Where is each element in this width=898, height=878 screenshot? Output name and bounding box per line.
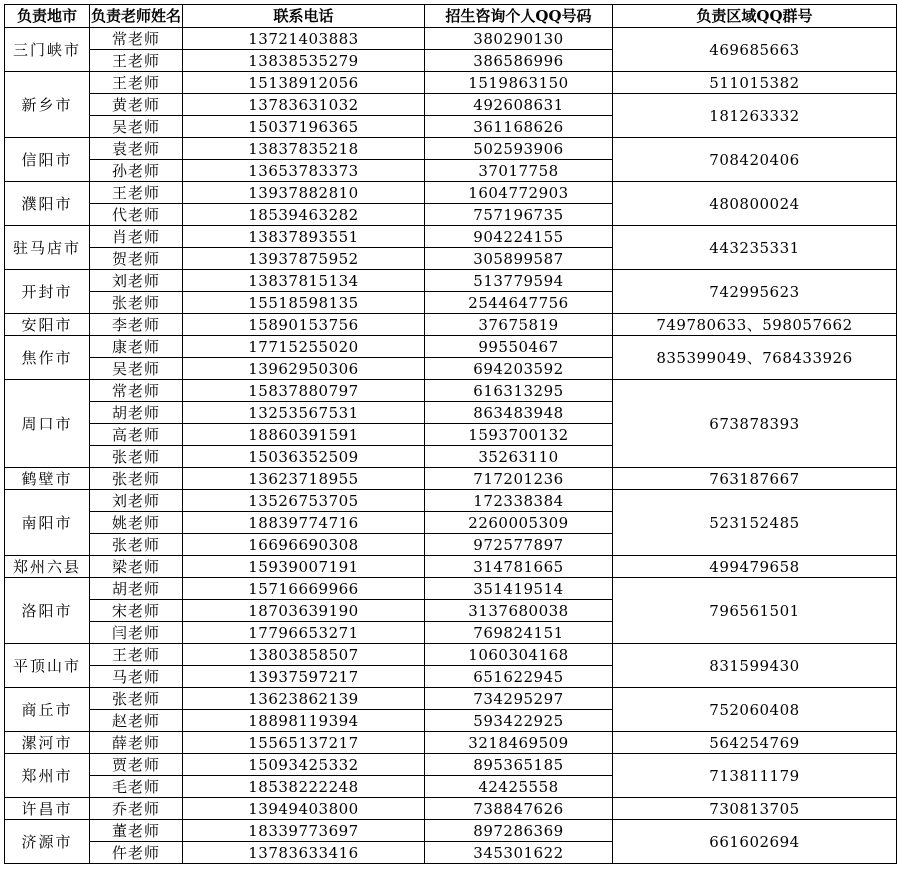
city-cell: 鹤壁市	[5, 468, 90, 490]
table-row	[5, 556, 897, 578]
personal-qq-cell: 99550467	[425, 336, 613, 358]
teacher-name-cell: 马老师	[90, 666, 183, 688]
teacher-name-cell: 张老师	[90, 446, 183, 468]
teacher-name-cell: 梁老师	[90, 556, 183, 578]
teacher-name-cell: 肖老师	[90, 226, 183, 248]
group-qq-cell: 661602694	[613, 820, 897, 864]
phone-cell: 15518598135	[183, 292, 425, 314]
personal-qq-cell: 37017758	[425, 160, 613, 182]
phone-cell: 18703639190	[183, 600, 425, 622]
city-cell: 新乡市	[5, 72, 90, 138]
personal-qq-cell: 3137680038	[425, 600, 613, 622]
teacher-name-cell: 仵老师	[90, 842, 183, 864]
personal-qq-cell: 895365185	[425, 754, 613, 776]
phone-cell: 16696690308	[183, 534, 425, 556]
table-row	[5, 72, 897, 94]
personal-qq-cell: 904224155	[425, 226, 613, 248]
teacher-name-cell: 张老师	[90, 468, 183, 490]
personal-qq-cell: 3218469509	[425, 732, 613, 754]
personal-qq-cell: 35263110	[425, 446, 613, 468]
teacher-name-cell: 胡老师	[90, 578, 183, 600]
table-row	[5, 820, 897, 842]
table-body	[5, 28, 897, 864]
teacher-name-cell: 袁老师	[90, 138, 183, 160]
group-qq-cell: 499479658	[613, 556, 897, 578]
phone-cell: 13937882810	[183, 182, 425, 204]
personal-qq-cell: 42425558	[425, 776, 613, 798]
teacher-name-cell: 刘老师	[90, 490, 183, 512]
personal-qq-cell: 769824151	[425, 622, 613, 644]
phone-cell: 15093425332	[183, 754, 425, 776]
teacher-name-cell: 赵老师	[90, 710, 183, 732]
phone-cell: 13837835218	[183, 138, 425, 160]
group-qq-cell: 749780633、598057662	[613, 314, 897, 336]
phone-cell: 13837815134	[183, 270, 425, 292]
phone-cell: 13623718955	[183, 468, 425, 490]
contact-table	[4, 4, 897, 864]
personal-qq-cell: 1604772903	[425, 182, 613, 204]
phone-cell: 18339773697	[183, 820, 425, 842]
city-cell: 济源市	[5, 820, 90, 864]
teacher-name-cell: 薛老师	[90, 732, 183, 754]
teacher-name-cell: 李老师	[90, 314, 183, 336]
teacher-name-cell: 代老师	[90, 204, 183, 226]
personal-qq-cell: 2544647756	[425, 292, 613, 314]
phone-cell: 13783631032	[183, 94, 425, 116]
teacher-name-cell: 贾老师	[90, 754, 183, 776]
group-qq-cell: 673878393	[613, 380, 897, 468]
personal-qq-cell: 1519863150	[425, 72, 613, 94]
group-qq-cell: 763187667	[613, 468, 897, 490]
personal-qq-cell: 380290130	[425, 28, 613, 50]
city-cell: 开封市	[5, 270, 90, 314]
personal-qq-cell: 2260005309	[425, 512, 613, 534]
city-cell: 郑州市	[5, 754, 90, 798]
personal-qq-cell: 1593700132	[425, 424, 613, 446]
city-cell: 周口市	[5, 380, 90, 468]
table-row	[5, 644, 897, 666]
header-city: 负责地市	[5, 5, 90, 28]
personal-qq-cell: 616313295	[425, 380, 613, 402]
teacher-name-cell: 王老师	[90, 50, 183, 72]
phone-cell: 13526753705	[183, 490, 425, 512]
city-cell: 许昌市	[5, 798, 90, 820]
teacher-name-cell: 张老师	[90, 292, 183, 314]
teacher-name-cell: 刘老师	[90, 270, 183, 292]
phone-cell: 15939007191	[183, 556, 425, 578]
group-qq-cell: 523152485	[613, 490, 897, 556]
teacher-name-cell: 王老师	[90, 644, 183, 666]
teacher-name-cell: 胡老师	[90, 402, 183, 424]
table-row	[5, 380, 897, 402]
personal-qq-cell: 734295297	[425, 688, 613, 710]
table-row	[5, 732, 897, 754]
teacher-name-cell: 张老师	[90, 534, 183, 556]
city-cell: 漯河市	[5, 732, 90, 754]
teacher-name-cell: 吴老师	[90, 358, 183, 380]
teacher-name-cell: 常老师	[90, 28, 183, 50]
personal-qq-cell: 361168626	[425, 116, 613, 138]
teacher-name-cell: 王老师	[90, 182, 183, 204]
table-row	[5, 138, 897, 160]
header-group-qq: 负责区域QQ群号	[613, 5, 897, 28]
group-qq-cell: 480800024	[613, 182, 897, 226]
phone-cell: 13653783373	[183, 160, 425, 182]
phone-cell: 15837880797	[183, 380, 425, 402]
personal-qq-cell: 651622945	[425, 666, 613, 688]
phone-cell: 13949403800	[183, 798, 425, 820]
teacher-name-cell: 张老师	[90, 688, 183, 710]
phone-cell: 18839774716	[183, 512, 425, 534]
group-qq-cell: 742995623	[613, 270, 897, 314]
teacher-name-cell: 孙老师	[90, 160, 183, 182]
table-row	[5, 226, 897, 248]
personal-qq-cell: 1060304168	[425, 644, 613, 666]
group-qq-cell: 831599430	[613, 644, 897, 688]
group-qq-cell: 511015382	[613, 72, 897, 94]
city-cell: 濮阳市	[5, 182, 90, 226]
personal-qq-cell: 305899587	[425, 248, 613, 270]
phone-cell: 18860391591	[183, 424, 425, 446]
phone-cell: 18539463282	[183, 204, 425, 226]
phone-cell: 13623862139	[183, 688, 425, 710]
teacher-name-cell: 闫老师	[90, 622, 183, 644]
personal-qq-cell: 386586996	[425, 50, 613, 72]
table-row	[5, 270, 897, 292]
phone-cell: 13253567531	[183, 402, 425, 424]
phone-cell: 13962950306	[183, 358, 425, 380]
table-row	[5, 490, 897, 512]
phone-cell: 15036352509	[183, 446, 425, 468]
table-row	[5, 688, 897, 710]
group-qq-cell: 730813705	[613, 798, 897, 820]
phone-cell: 15138912056	[183, 72, 425, 94]
personal-qq-cell: 593422925	[425, 710, 613, 732]
personal-qq-cell: 738847626	[425, 798, 613, 820]
personal-qq-cell: 37675819	[425, 314, 613, 336]
teacher-name-cell: 贺老师	[90, 248, 183, 270]
teacher-name-cell: 高老师	[90, 424, 183, 446]
city-cell: 商丘市	[5, 688, 90, 732]
city-cell: 三门峡市	[5, 28, 90, 72]
group-qq-cell: 752060408	[613, 688, 897, 732]
personal-qq-cell: 972577897	[425, 534, 613, 556]
personal-qq-cell: 897286369	[425, 820, 613, 842]
contact-table-container	[4, 4, 897, 864]
phone-cell: 13937597217	[183, 666, 425, 688]
personal-qq-cell: 492608631	[425, 94, 613, 116]
group-qq-cell: 796561501	[613, 578, 897, 644]
header-personal-qq: 招生咨询个人QQ号码	[425, 5, 613, 28]
group-qq-cell: 564254769	[613, 732, 897, 754]
phone-cell: 13721403883	[183, 28, 425, 50]
teacher-name-cell: 常老师	[90, 380, 183, 402]
teacher-name-cell: 吴老师	[90, 116, 183, 138]
city-cell: 郑州六县	[5, 556, 90, 578]
city-cell: 安阳市	[5, 314, 90, 336]
phone-cell: 13838535279	[183, 50, 425, 72]
header-phone: 联系电话	[183, 5, 425, 28]
table-row	[5, 798, 897, 820]
phone-cell: 15716669966	[183, 578, 425, 600]
group-qq-cell: 181263332	[613, 94, 897, 138]
phone-cell: 13783633416	[183, 842, 425, 864]
table-row	[5, 182, 897, 204]
phone-cell: 17715255020	[183, 336, 425, 358]
city-cell: 洛阳市	[5, 578, 90, 644]
phone-cell: 15565137217	[183, 732, 425, 754]
teacher-name-cell: 毛老师	[90, 776, 183, 798]
header-teacher-name: 负责老师姓名	[90, 5, 183, 28]
teacher-name-cell: 康老师	[90, 336, 183, 358]
header-row	[5, 5, 897, 28]
personal-qq-cell: 314781665	[425, 556, 613, 578]
personal-qq-cell: 172338384	[425, 490, 613, 512]
phone-cell: 13937875952	[183, 248, 425, 270]
table-row	[5, 468, 897, 490]
personal-qq-cell: 757196735	[425, 204, 613, 226]
phone-cell: 17796653271	[183, 622, 425, 644]
teacher-name-cell: 王老师	[90, 72, 183, 94]
teacher-name-cell: 乔老师	[90, 798, 183, 820]
personal-qq-cell: 345301622	[425, 842, 613, 864]
group-qq-cell: 835399049、768433926	[613, 336, 897, 380]
teacher-name-cell: 宋老师	[90, 600, 183, 622]
personal-qq-cell: 863483948	[425, 402, 613, 424]
city-cell: 驻马店市	[5, 226, 90, 270]
group-qq-cell: 443235331	[613, 226, 897, 270]
city-cell: 焦作市	[5, 336, 90, 380]
group-qq-cell: 708420406	[613, 138, 897, 182]
personal-qq-cell: 717201236	[425, 468, 613, 490]
city-cell: 信阳市	[5, 138, 90, 182]
phone-cell: 15890153756	[183, 314, 425, 336]
city-cell: 平顶山市	[5, 644, 90, 688]
teacher-name-cell: 董老师	[90, 820, 183, 842]
table-row	[5, 314, 897, 336]
phone-cell: 18898119394	[183, 710, 425, 732]
table-row	[5, 578, 897, 600]
personal-qq-cell: 502593906	[425, 138, 613, 160]
table-row	[5, 94, 897, 116]
table-row	[5, 336, 897, 358]
city-cell: 南阳市	[5, 490, 90, 556]
personal-qq-cell: 694203592	[425, 358, 613, 380]
table-row	[5, 754, 897, 776]
phone-cell: 13803858507	[183, 644, 425, 666]
personal-qq-cell: 351419514	[425, 578, 613, 600]
table-row	[5, 28, 897, 50]
personal-qq-cell: 513779594	[425, 270, 613, 292]
table-header	[5, 5, 897, 28]
teacher-name-cell: 黄老师	[90, 94, 183, 116]
phone-cell: 13837893551	[183, 226, 425, 248]
phone-cell: 18538222248	[183, 776, 425, 798]
group-qq-cell: 469685663	[613, 28, 897, 72]
phone-cell: 15037196365	[183, 116, 425, 138]
group-qq-cell: 713811179	[613, 754, 897, 798]
teacher-name-cell: 姚老师	[90, 512, 183, 534]
